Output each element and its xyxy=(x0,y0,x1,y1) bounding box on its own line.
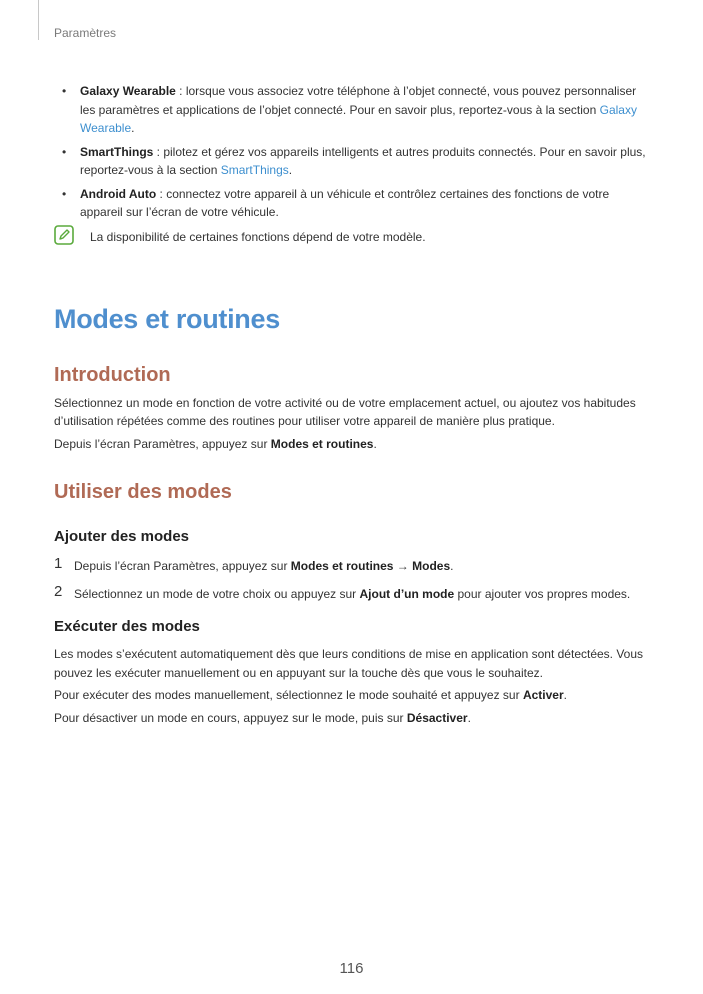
bullet-term: Galaxy Wearable xyxy=(80,84,176,98)
note-pencil-icon xyxy=(54,225,74,245)
header-divider xyxy=(38,0,39,40)
intro-path xyxy=(54,435,654,454)
feature-bullet-list xyxy=(54,82,654,222)
bullet-text: : lorsque vous associez votre téléphone à l’objet connecté, vous pouvez personnaliser les paramètres et applications de l’objet connecté. Pour en savoir plus, reportez-vous à la section xyxy=(80,84,637,117)
note-text: La disponibilité de certaines fonctions dépend de votre modèle. xyxy=(90,229,426,244)
menu-name: Modes et routines xyxy=(290,559,394,573)
availability-note xyxy=(54,228,654,250)
bullet-text: : pilotez et gérez vos appareils intelligents et autres produits connectés. Pour en savoir plus, reportez-vous à la section xyxy=(80,144,646,177)
menu-name: Ajout d’un mode xyxy=(359,586,455,601)
step-text: Depuis l’écran Paramètres, appuyez sur xyxy=(74,559,291,573)
step-number: 1 xyxy=(54,555,63,572)
add-modes-steps xyxy=(54,557,654,603)
step-item xyxy=(54,557,654,576)
deactivate-instruction xyxy=(54,709,654,728)
path-text: Depuis l’écran Paramètres, appuyez sur xyxy=(54,436,271,451)
page-content xyxy=(54,82,654,727)
step-item xyxy=(54,582,654,604)
bullet-term: Android Auto xyxy=(80,186,157,201)
menu-name: Activer xyxy=(522,688,564,702)
list-item xyxy=(54,82,654,138)
galaxy-wearable-link[interactable]: Galaxy Wearable xyxy=(80,102,637,135)
instruction-end: . xyxy=(467,710,471,725)
step-end: pour ajouter vos propres modes. xyxy=(454,586,631,601)
run-modes-paragraph: Les modes s’exécutent automatiquement dès que leurs conditions de mise en application sont détectées. Vous pouvez les exécuter manuellement ou en appuyant sur la touche dès que vous le souhaitez. xyxy=(54,647,644,680)
bullet-text: : connectez votre appareil à un véhicule et contrôlez certaines des fonctions de votre appareil sur l’écran de votre véhicule. xyxy=(80,186,610,219)
step-end: . xyxy=(450,559,454,573)
menu-name: Modes xyxy=(412,559,451,573)
arrow-separator: → xyxy=(393,559,413,573)
step-text: Sélectionnez un mode de votre choix ou appuyez sur xyxy=(74,586,360,601)
instruction-text: Pour désactiver un mode en cours, appuyez sur le mode, puis sur xyxy=(54,710,407,725)
intro-paragraph: Sélectionnez un mode en fonction de votre activité ou de votre emplacement actuel, ou ajoutez vos habitudes d’utilisation répétées comme des routines pour utiliser votre appareil de manière plus pratique. xyxy=(54,395,636,428)
activate-instruction xyxy=(54,686,654,705)
instruction-end: . xyxy=(563,688,567,702)
intro-heading: Introduction xyxy=(54,363,171,386)
bullet-term: SmartThings xyxy=(80,144,154,159)
step-number: 2 xyxy=(54,582,63,600)
menu-name: Modes et routines xyxy=(270,436,374,451)
smartthings-link[interactable]: SmartThings xyxy=(220,163,289,177)
add-modes-heading: Ajouter des modes xyxy=(54,528,190,545)
bullet-end: . xyxy=(288,163,293,177)
list-item xyxy=(54,185,654,222)
instruction-text: Pour exécuter des modes manuellement, sélectionnez le mode souhaité et appuyez sur xyxy=(54,688,523,702)
bullet-end: . xyxy=(131,121,135,135)
running-header: Paramètres xyxy=(54,26,117,40)
run-modes-heading: Exécuter des modes xyxy=(54,618,200,635)
list-item xyxy=(54,143,654,180)
page-number: 116 xyxy=(339,960,364,977)
section-title: Modes et routines xyxy=(54,303,280,334)
menu-name: Désactiver xyxy=(406,710,468,725)
use-modes-heading: Utiliser des modes xyxy=(54,481,232,503)
path-end: . xyxy=(373,436,377,451)
